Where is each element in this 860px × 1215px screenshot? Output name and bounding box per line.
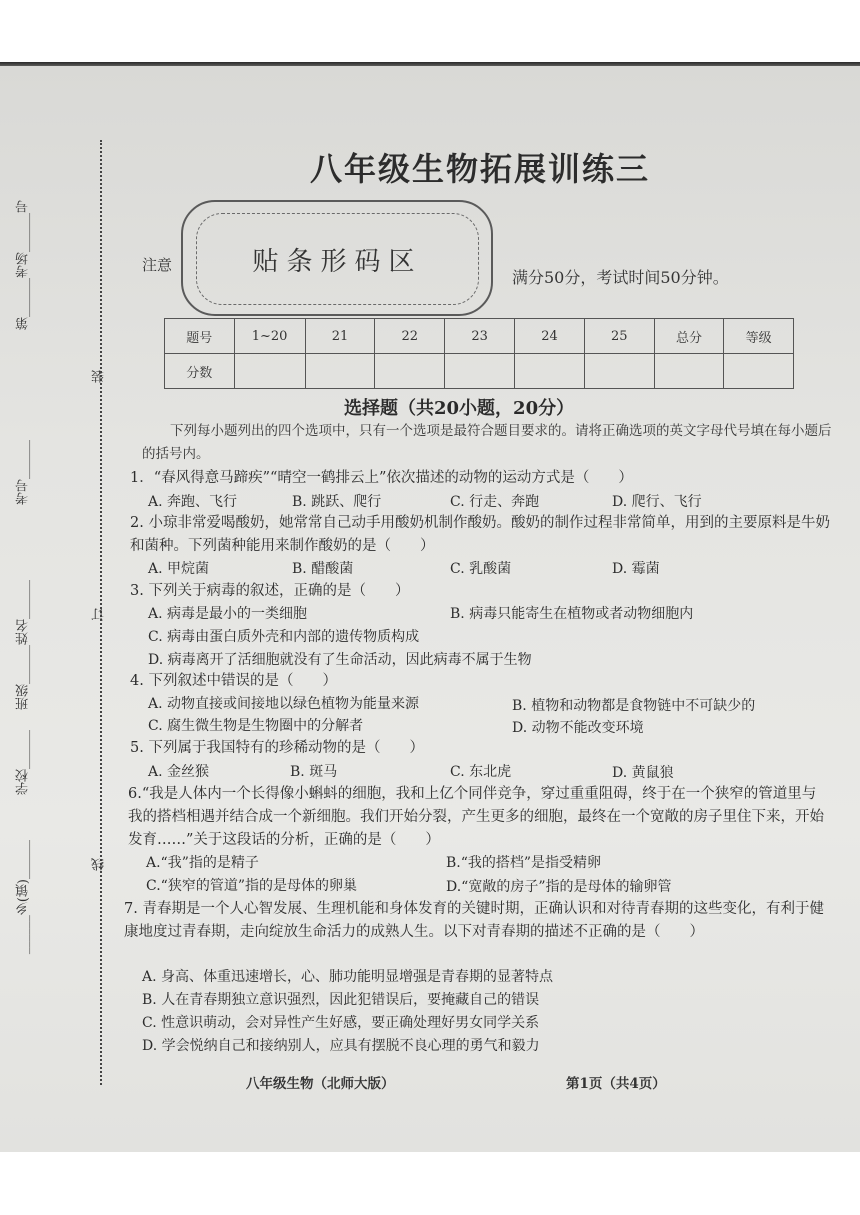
option-c[interactable]: C. 病毒由蛋白质外壳和内部的遗传物质构成 xyxy=(148,629,420,645)
question-1 xyxy=(130,467,830,490)
binding-margin xyxy=(14,200,94,1030)
option-b[interactable]: B. 斑马 xyxy=(290,764,338,780)
footer-page-number: 第1页（共4页） xyxy=(566,1076,666,1092)
table-cell: 等级 xyxy=(724,319,794,354)
score-input-cell[interactable] xyxy=(375,354,445,389)
exam-room-field: 第______考场______号 xyxy=(16,200,31,330)
option-a[interactable]: A. 奔跑、飞行 xyxy=(148,494,238,510)
score-input-cell[interactable] xyxy=(445,354,515,389)
table-cell: 22 xyxy=(375,319,445,354)
option-c[interactable]: C. 腐生微生物是生物圈中的分解者 xyxy=(148,718,364,734)
footer-subject: 八年级生物（北师大版） xyxy=(246,1076,395,1092)
option-b[interactable]: B. 植物和动物都是食物链中不可缺少的 xyxy=(512,698,756,714)
option-c[interactable]: C. 行走、奔跑 xyxy=(450,494,540,510)
class-name-field: 班级______姓名______ xyxy=(16,580,31,710)
table-cell: 1~20 xyxy=(234,319,305,354)
score-table xyxy=(164,318,794,389)
question-stem: 1．“春风得意马蹄疾”“晴空一鹤排云上”依次描述的动物的运动方式是（ ） xyxy=(130,470,633,486)
option-a[interactable]: A. 甲烷菌 xyxy=(148,561,210,577)
table-cell: 分数 xyxy=(165,354,235,389)
question-5 xyxy=(130,737,830,760)
town-field: ______乡(镇)______ xyxy=(16,840,31,955)
question-4 xyxy=(130,670,830,693)
section-instruction: 下列每小题列出的四个选项中，只有一个选项是最符合题目要求的。请将正确选项的英文字母代号填在每小题后的括号内。 xyxy=(142,423,832,462)
score-info: 满分50分，考试时间50分钟。 xyxy=(512,268,729,287)
option-b[interactable]: B. 跳跃、爬行 xyxy=(292,494,382,510)
notice-label: 注意 xyxy=(142,256,173,274)
option-c[interactable]: C. 东北虎 xyxy=(450,764,512,780)
question-stem: 2. 小琼非常爱喝酸奶，她常常自己动手用酸奶机制作酸奶。酸奶的制作过程非常简单，用到的主要原料是牛奶和菌种。下列菌种能用来制作酸奶的是（ ） xyxy=(130,515,830,554)
option-c[interactable]: C.“狭窄的管道”指的是母体的卵巢 xyxy=(146,878,357,894)
exam-number-field: 考号______ xyxy=(16,440,31,505)
score-input-cell[interactable] xyxy=(234,354,305,389)
score-table-value-row xyxy=(165,354,794,389)
question-6 xyxy=(128,783,828,852)
question-stem: 6.“我是人体内一个长得像小蝌蚪的细胞，我和上亿个同伴竞争，穿过重重阻碍，终于在一个狭窄的管道里与我的搭档相遇并结合成一个新细胞。我们开始分裂，产生更多的细胞，最终在一个宽敞的房子里住下来，开始发育……”关于这段话的分析，正确的是（ ） xyxy=(128,786,824,848)
binding-mark-zhuang: 装 xyxy=(92,370,107,383)
section-title: 选择题（共20小题，20分） xyxy=(344,398,575,419)
question-stem: 4. 下列叙述中错误的是（ ） xyxy=(130,673,337,689)
option-d[interactable]: D. 爬行、飞行 xyxy=(612,494,702,510)
option-c[interactable]: C. 乳酸菌 xyxy=(450,561,512,577)
option-b[interactable]: B.“我的搭档”是指受精卵 xyxy=(446,855,602,871)
question-stem: 7. 青春期是一个人心智发展、生理机能和身体发育的关键时期，正确认识和对待青春期的这些变化，有利于健康地度过青春期，走向绽放生命活力的成熟人生。以下对青春期的描述不正确的是（ ） xyxy=(124,901,824,940)
score-input-cell[interactable] xyxy=(654,354,724,389)
table-cell: 24 xyxy=(515,319,585,354)
score-input-cell[interactable] xyxy=(305,354,375,389)
option-a[interactable]: A. 身高、体重迅速增长，心、肺功能明显增强是青春期的显著特点 xyxy=(142,969,554,985)
option-c[interactable]: C. 性意识萌动，会对异性产生好感，要正确处理好男女同学关系 xyxy=(142,1015,540,1031)
page-title: 八年级生物拓展训练三 xyxy=(309,150,650,188)
score-table-header-row xyxy=(165,319,794,354)
option-d[interactable]: D. 病毒离开了活细胞就没有了生命活动，因此病毒不属于生物 xyxy=(148,652,532,668)
table-cell: 25 xyxy=(584,319,654,354)
table-cell: 23 xyxy=(445,319,515,354)
table-cell: 题号 xyxy=(165,319,235,354)
option-a[interactable]: A. 动物直接或间接地以绿色植物为能量来源 xyxy=(148,696,420,712)
binding-mark-ding: 订 xyxy=(92,608,107,621)
school-field: 学校______ xyxy=(16,730,31,795)
option-d[interactable]: D. 动物不能改变环境 xyxy=(512,720,644,736)
option-a[interactable]: A. 金丝猴 xyxy=(148,764,210,780)
score-input-cell[interactable] xyxy=(515,354,585,389)
option-a[interactable]: A. 病毒是最小的一类细胞 xyxy=(148,606,308,622)
option-b[interactable]: B. 醋酸菌 xyxy=(292,561,354,577)
option-d[interactable]: D. 霉菌 xyxy=(612,561,660,577)
table-cell: 总分 xyxy=(654,319,724,354)
question-2 xyxy=(130,512,830,558)
barcode-area: 贴条形码区 xyxy=(196,213,479,305)
option-a[interactable]: A.“我”指的是精子 xyxy=(146,855,259,871)
score-input-cell[interactable] xyxy=(584,354,654,389)
option-d[interactable]: D. 学会悦纳自己和接纳别人，应具有摆脱不良心理的勇气和毅力 xyxy=(142,1038,540,1054)
question-stem: 5. 下列属于我国特有的珍稀动物的是（ ） xyxy=(130,740,424,756)
question-stem: 3. 下列关于病毒的叙述，正确的是（ ） xyxy=(130,583,410,599)
option-b[interactable]: B. 病毒只能寄生在植物或者动物细胞内 xyxy=(450,606,694,622)
question-3 xyxy=(130,580,830,603)
score-input-cell[interactable] xyxy=(724,354,794,389)
option-d[interactable]: D.“宽敞的房子”指的是母体的输卵管 xyxy=(446,879,672,895)
table-cell: 21 xyxy=(305,319,375,354)
binding-mark-xian: 线 xyxy=(92,858,107,871)
question-7 xyxy=(124,898,832,944)
option-d[interactable]: D. 黄鼠狼 xyxy=(612,765,674,781)
option-b[interactable]: B. 人在青春期独立意识强烈，因此犯错误后，要掩藏自己的错误 xyxy=(142,992,540,1008)
